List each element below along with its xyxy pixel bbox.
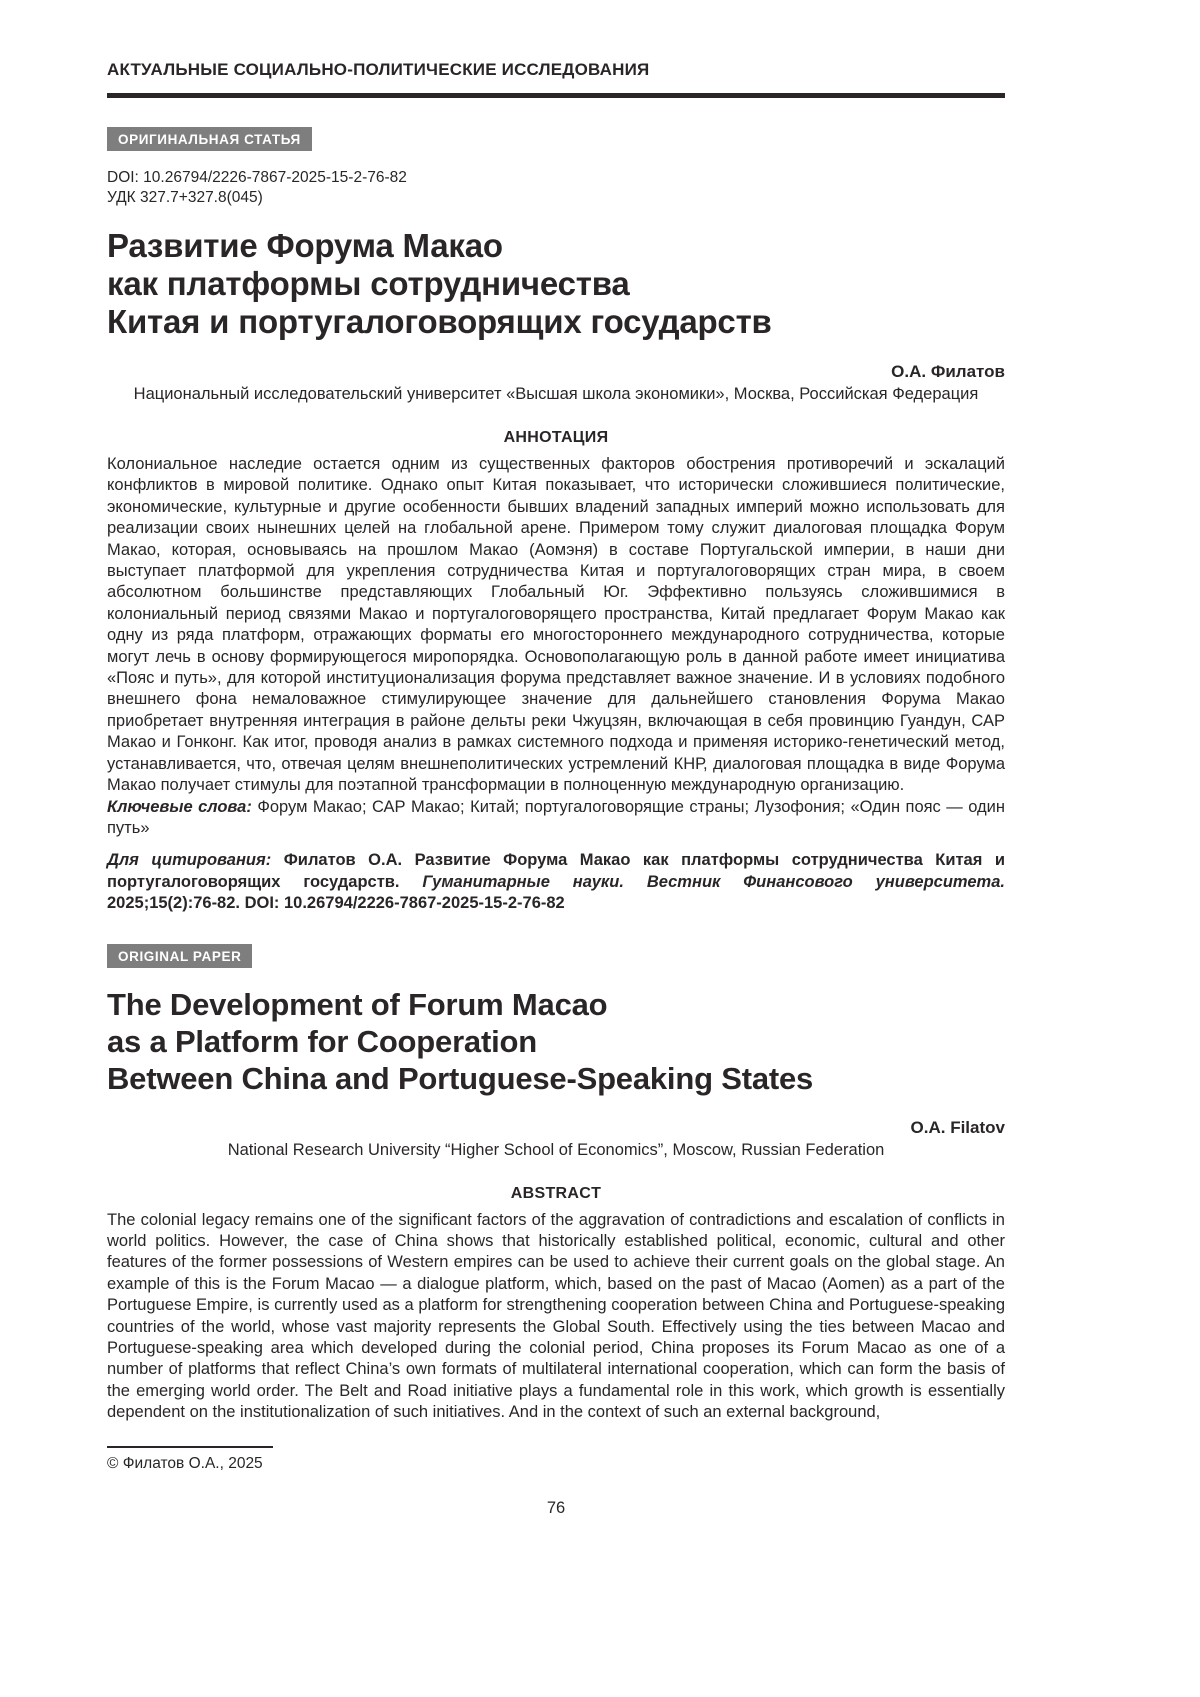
- copyright-line: © Филатов О.А., 2025: [107, 1454, 263, 1472]
- title-line-ru-2: как платформы сотрудничества: [107, 265, 630, 302]
- abstract-heading-ru: АННОТАЦИЯ: [503, 429, 609, 446]
- title-line-en-1: The Development of Forum Macao: [107, 986, 608, 1022]
- affiliation-en: National Research University “Higher School of Economics”, Moscow, Russian Federation: [227, 1140, 885, 1159]
- udk-line: УДК 327.7+327.8(045): [107, 189, 263, 206]
- title-line-en-2: as a Platform for Cooperation: [107, 1023, 537, 1059]
- author-name-en: O.A. Filatov: [910, 1117, 1005, 1137]
- title-line-ru-3: Китая и португалоговорящих государств: [107, 303, 772, 340]
- abstract-text-ru: Колониальное наследие остается одним из существенных факторов обострения противоречий и эскалаций конфликтов в мировой политике. Однако опыт Китая показывает, что исторически сложившиеся политические, экономические, культурные и другие особенности бывших владений западных империй можно использовать для реализации своих нынешних целей на глобальной арене. Примером тому служит диалоговая площадка Форум Макао, которая, основываясь на прошлом Макао (Аомэня) в составе Португальской империи, в наши дни выступает платформой для укрепления сотрудничества Китая и португалоговорящих стран мира, в своем абсолютном большинстве представляющих Глобальный Юг. Эффективно пользуясь сложившимися в колониальный период связями Макао и португалоговорящего пространства, Китай предлагает Форум Макао как одну из ряда платформ, отражающих форматы его многостороннего международного сотрудничества, которые могут лечь в основу формирующегося миропорядка. Основополагающую роль в данной работе имеет инициатива «Пояс и путь», для которой институционализация форума представляет важное значение. И в условиях подобного внешнего фона немаловажное стимулирующее значение для дальнейшего становления Форума Макао приобретает внутренняя интеграция в районе дельты реки Чжуцзян, включающая в себя провинцию Гуандун, САР Макао и Гонконг. Как итог, проводя анализ в рамках системного подхода и применяя историко-генетический метод, устанавливается, что, отвечая целям внешнеполитических устремлений КНР, диалоговая площадка в виде Форума Макао получает стимулы для поэтапной трансформации в полноценную международную организацию.: [107, 455, 1005, 795]
- running-head: АКТУАЛЬНЫЕ СОЦИАЛЬНО-ПОЛИТИЧЕСКИЕ ИССЛЕДОВАНИЯ: [107, 60, 650, 79]
- citation-label: Для цитирования:: [107, 851, 272, 870]
- page-number: 76: [546, 1498, 566, 1517]
- russian-section: [107, 98, 1005, 915]
- footnote-rule: [107, 1446, 273, 1448]
- author-name-ru: О.А. Филатов: [891, 362, 1005, 381]
- english-section: [107, 915, 1005, 1424]
- doi-line: DOI: 10.26794/2226-7867-2025-15-2-76-82: [107, 169, 407, 186]
- article-type-badge-en: ORIGINAL PAPER: [107, 944, 252, 968]
- article-meta: [107, 168, 1005, 208]
- abstract-text-en: The colonial legacy remains one of the significant factors of the aggravation of contradictions and escalation of conflicts in world politics. However, the case of China shows that historically established political, economic, cultural and other features of the former possessions of Western empires can be used to achieve their current goals on the global stage. An example of this is the Forum Macao — a dialogue platform, which, based on the past of Macao (Aomen) as a part of the Portuguese Empire, is currently used as a platform for strengthening cooperation between China and Portuguese-speaking countries of the world, whose vast majority represents the Global South. Effectively using the ties between Macao and Portuguese-speaking area which developed during the colonial period, China proposes its Forum Macao as one of a number of platforms that reflect China’s own formats of multilateral international cooperation, which can form the basis of the emerging world order. The Belt and Road initiative plays a fundamental role in this work, which growth is essentially dependent on the institutionalization of such initiatives. And in the context of such an external background,: [107, 1210, 1005, 1422]
- abstract-heading-en: ABSTRACT: [510, 1184, 602, 1202]
- citation-part2: 2025;15(2):76-82. DOI: 10.26794/2226-7867-2025-15-2-76-82: [107, 894, 565, 913]
- article-title-ru: [107, 227, 1005, 341]
- keywords-label: Ключевые слова:: [107, 797, 252, 816]
- keywords-ru: [107, 797, 1005, 840]
- citation-block: [107, 850, 1005, 914]
- page-header: [107, 60, 1005, 98]
- article-type-badge-ru: ОРИГИНАЛЬНАЯ СТАТЬЯ: [107, 127, 312, 151]
- article-title-en: [107, 986, 1005, 1097]
- page-footer: [107, 1446, 1005, 1518]
- affiliation-ru: Национальный исследовательский университет «Высшая школа экономики», Москва, Российская Федерация: [133, 385, 979, 403]
- title-line-ru-1: Развитие Форума Макао: [107, 227, 503, 264]
- citation-journal-title: Гуманитарные науки. Вестник Финансового университета.: [422, 872, 1005, 891]
- title-line-en-3: Between China and Portuguese-Speaking States: [107, 1060, 814, 1096]
- keywords-text: Форум Макао; САР Макао; Китай; португалоговорящие страны; Лузофония; «Один пояс — один путь»: [107, 797, 1005, 837]
- citation-part1: Филатов О.А. Развитие Форума Макао как платформы сотрудничества Китая и португалоговорящих государств.: [107, 851, 1005, 891]
